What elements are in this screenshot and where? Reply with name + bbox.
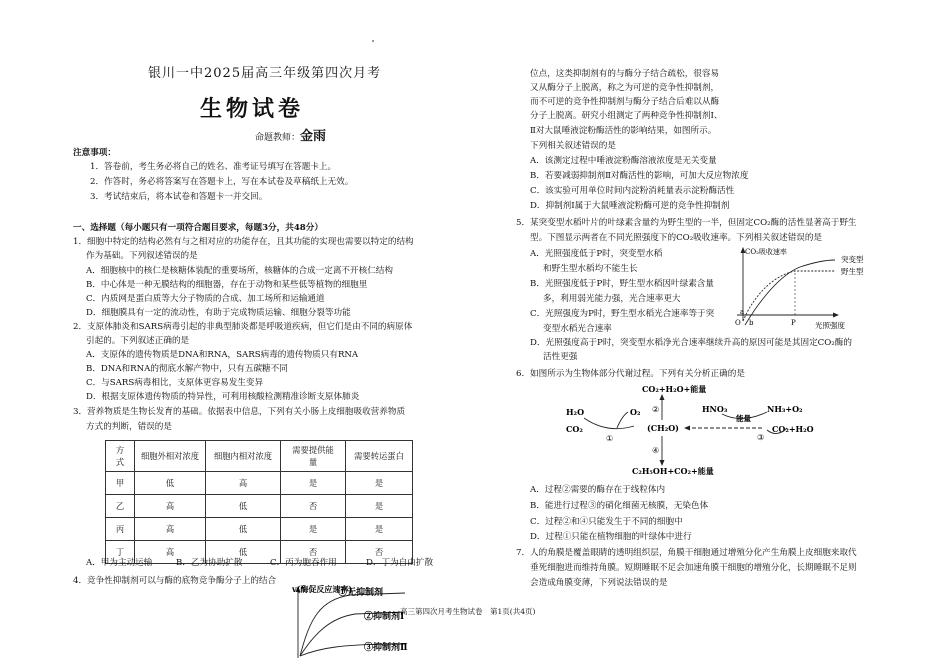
note-item: 2．作答时，务必将答案写在答题卡上，写在本试卷及草稿纸上无效。: [90, 177, 354, 187]
q5-option: C．光照强度为P时，野生型水稻光合速率等于突: [530, 309, 715, 319]
q4-option: C．该实验可用单位时间内淀粉消耗量表示淀粉酶活性: [530, 186, 735, 196]
q5-option: 活性更强: [543, 352, 578, 362]
step-label: ①: [606, 434, 614, 443]
q5-option: A．光照强度低于P时，突变型水稻: [530, 249, 663, 259]
q7-stem: 垂死细胞进而维持角膜。短期睡眠不足会加速角膜干细胞的增殖分化，长期睡眠不足则: [530, 563, 857, 573]
q3-option: C．丙为胞吞作用: [270, 558, 337, 568]
table-header-row: [106, 441, 413, 472]
legend-label: ①无抑制剂: [338, 588, 384, 598]
arrow-link-head: [684, 426, 690, 431]
tick-label: P: [791, 319, 796, 327]
table-header-cell: 细胞外相对浓度: [135, 441, 206, 472]
table-header-cell: 方 式: [106, 441, 135, 472]
table-cell: 否: [281, 495, 346, 518]
q4-option: B．若要减弱抑制剂Ⅱ对酶活性的影响，可加大反应物浓度: [530, 171, 749, 181]
table-cell: 低: [206, 518, 281, 541]
table-cell: 乙: [106, 495, 135, 518]
q4-stem: 4．竞争性抑制剂可以与酶的底物竞争酶分子上的结合: [73, 576, 277, 586]
right-nh3: NH₃+O₂: [767, 404, 803, 414]
step-label: ②: [652, 405, 660, 414]
q4-stem-cont: 位点，这类抑制剂有的与酶分子结合疏松，很容易: [530, 69, 720, 79]
y-axis-label: v(酶促反应速率): [292, 584, 353, 594]
q4-stem-cont: 又从酶分子上脱离，称之为可逆的竞争性抑制剂，: [530, 83, 720, 93]
table-row: [106, 472, 413, 495]
tick-label: b: [749, 319, 754, 327]
tick-label: a: [740, 308, 745, 316]
q7-stem: 7．人的角膜是覆盖眼睛的透明组织层，角膜干细胞通过增殖分化产生角膜上皮细胞来取代: [516, 548, 857, 558]
center-compound: (CH₂O): [647, 423, 679, 433]
teacher-line: [255, 125, 326, 144]
q2-stem: 2．支原体肺炎和SARS病毒引起的非典型肺炎都是呼吸道疾病，但它们是由不同的病原体: [73, 322, 413, 332]
table-header-cell: 需要转运蛋白: [346, 441, 413, 472]
q2-stem: 引起的。下列叙述正确的是: [86, 336, 190, 346]
table-cell: 高: [135, 495, 206, 518]
q5-stem: 型。下图显示两者在不同光照强度下的CO₂吸收速率。下列相关叙述错误的是: [530, 233, 823, 243]
q1-stem: 1．细胞中特定的结构必然有与之相对应的功能存在，且其功能的实现也需要以特定的结构: [73, 237, 414, 247]
q5-option: B．光照强度低于P时，野生型水稻因叶绿素含量: [530, 279, 714, 289]
table-header-cell: 需要提供能 量: [281, 441, 346, 472]
arrow-o2: [617, 412, 628, 428]
curve-wild: [743, 271, 835, 321]
table-cell: 是: [281, 518, 346, 541]
q5-option: 多，利用弱光能力强，光合速率更大: [543, 294, 681, 304]
left-o2: O₂: [630, 407, 641, 417]
table-cell: 否: [346, 541, 413, 564]
q3-option: A．甲为主动运输: [86, 558, 153, 568]
q6-option: C．过程②和④只能发生于不同的细胞中: [530, 517, 683, 527]
left-h2o: H₂O: [566, 407, 585, 417]
q5-option: 变型水稻光合速率: [543, 324, 612, 334]
table-cell: 丙: [106, 518, 135, 541]
table-cell: 低: [135, 472, 206, 495]
arrow-step-2-head: [660, 394, 665, 400]
step-label: ④: [652, 446, 660, 455]
q4-option: D．抑制剂Ⅰ属于大鼠唾液淀粉酶可逆的竞争性抑制剂: [530, 201, 730, 211]
q6-option: B．能进行过程③的硝化细菌无核膜，无染色体: [530, 501, 709, 511]
q1-option: A．细胞核中的核仁是核糖体装配的重要场所，核糖体的合成一定离不开核仁结构: [86, 266, 393, 276]
page-footer: 高三第四次月考生物试卷 第1页(共4页): [400, 607, 536, 616]
note-item: 3．考试结束后，将本试卷和答题卡一并交回。: [90, 192, 268, 202]
q7-stem: 会造成角膜变薄，下列说法错误的是: [530, 578, 668, 588]
arrow-step-1: [584, 418, 634, 429]
right-co2: CO₂+H₂O: [772, 424, 814, 434]
table-cell: 高: [135, 518, 206, 541]
note-item: 1．答卷前，考生务必将自己的姓名、准考证号填写在答题卡上。: [90, 162, 337, 172]
table-row: [106, 518, 413, 541]
q4-stem-cont: 分子上脱离。研究小组测定了两种竞争性抑制剂Ⅰ、: [530, 111, 723, 121]
notes-heading: 注意事项：: [73, 148, 116, 158]
q4-option: A．该测定过程中唾液淀粉酶溶液浓度是无关变量: [530, 156, 717, 166]
table-cell: 甲: [106, 472, 135, 495]
table-cell: 高: [135, 541, 206, 564]
x-axis-label: 光照强度: [815, 321, 845, 330]
q1-option: C．内质网是蛋白质等大分子物质的合成、加工场所和运输通道: [86, 294, 325, 304]
q6-option: D．过程①只能在植物细胞的叶绿体中进行: [530, 532, 692, 542]
q2-option: A．支原体的遗传物质是DNA和RNA，SARS病毒的遗传物质只有RNA: [86, 350, 359, 360]
q3-option: B．乙为协助扩散: [176, 558, 243, 568]
series-label: 野生型: [841, 267, 864, 276]
q2-option: D．根据支原体遗传物质的特异性，可利用核酸检测精准诊断支原体肺炎: [86, 392, 360, 402]
section-heading: 一、选择题（每小题只有一项符合题目要求，每题3分，共48分）: [73, 223, 323, 233]
teacher-name: 金雨: [300, 129, 327, 144]
right-hno3: HNO₃: [702, 404, 728, 414]
legend-label: ②抑制剂Ⅰ: [364, 612, 405, 622]
q3-option: D．丁为自由扩散: [366, 558, 434, 568]
q4-stem-cont: Ⅱ对大鼠唾液淀粉酶活性的影响结果，如图所示。: [530, 126, 717, 136]
q6-stem: 6．如图所示为生物体部分代谢过程。下列有关分析正确的是: [516, 369, 745, 379]
table-cell: 是: [346, 518, 413, 541]
q3-table: [105, 440, 413, 564]
q2-option: B．DNA和RNA的彻底水解产物中，只有五碳糖不同: [86, 364, 288, 374]
table-cell: 丁: [106, 541, 135, 564]
q5-co2-chart: [735, 245, 865, 335]
q4-stem-cont: 而不可逆的竞争性抑制剂与酶分子结合后难以从酶: [530, 97, 720, 107]
q2-option: C．与SARS病毒相比，支原体更容易发生变异: [86, 378, 264, 388]
table-cell: 低: [206, 495, 281, 518]
q5-option: D．光照强度高于P时，突变型水稻净光合速率继续升高的原因可能是其固定CO₂酶的: [530, 338, 852, 348]
table-header-cell: 细胞内相对浓度: [206, 441, 281, 472]
teacher-label: 命题教师：: [255, 133, 301, 143]
left-co2: CO₂: [566, 424, 583, 434]
scan-dot: [372, 40, 374, 42]
table-cell: 是: [346, 495, 413, 518]
table-cell: 高: [206, 472, 281, 495]
q6-metabolism-diagram: [562, 382, 862, 477]
tick-label: O: [735, 319, 741, 327]
energy-label: 能量: [736, 414, 751, 423]
q3-stem: 3．营养物质是生物长发育的基础。依据表中信息，下列有关小肠上皮细胞吸收营养物质: [73, 407, 406, 417]
q5-stem: 5．某突变型水稻叶片的叶绿素含量约为野生型的一半，但固定CO₂酶的活性显著高于野生: [516, 218, 857, 228]
q3-stem: 方式的判断，错误的是: [86, 422, 172, 432]
table-cell: 低: [206, 541, 281, 564]
q1-stem: 作为基础。下列叙述错误的是: [86, 251, 198, 261]
q1-option: B．中心体是一种无膜结构的细胞器，存在于动物和某些低等植物的细胞里: [86, 280, 368, 290]
school-title: 银川一中2025届高三年级第四次月考: [148, 66, 382, 81]
top-product: CO₂+H₂O+能量: [642, 384, 707, 394]
step-label: ③: [757, 433, 765, 442]
q5-option: 和野生型水稻均不能生长: [543, 264, 638, 274]
legend-label: ③抑制剂Ⅱ: [364, 643, 408, 653]
q4-stem-cont: 下列相关叙述错误的是: [530, 141, 616, 151]
table-row: [106, 495, 413, 518]
table-cell: 是: [281, 472, 346, 495]
table-cell: 否: [281, 541, 346, 564]
bottom-product: C₂H₅OH+CO₂+能量: [632, 466, 714, 476]
q6-option: A．过程②需要的酶存在于线粒体内: [530, 485, 666, 495]
q1-option: D．细胞膜具有一定的流动性，有助于完成物质运输、细胞分裂等功能: [86, 308, 351, 318]
q4-enzyme-chart: [290, 578, 440, 658]
y-axis-label: CO₂吸收速率: [745, 248, 787, 256]
table-cell: 是: [346, 472, 413, 495]
x-axis-arrow: [833, 313, 839, 318]
series-label: 突变型: [841, 255, 864, 264]
subject-title: 生物试卷: [200, 97, 305, 122]
